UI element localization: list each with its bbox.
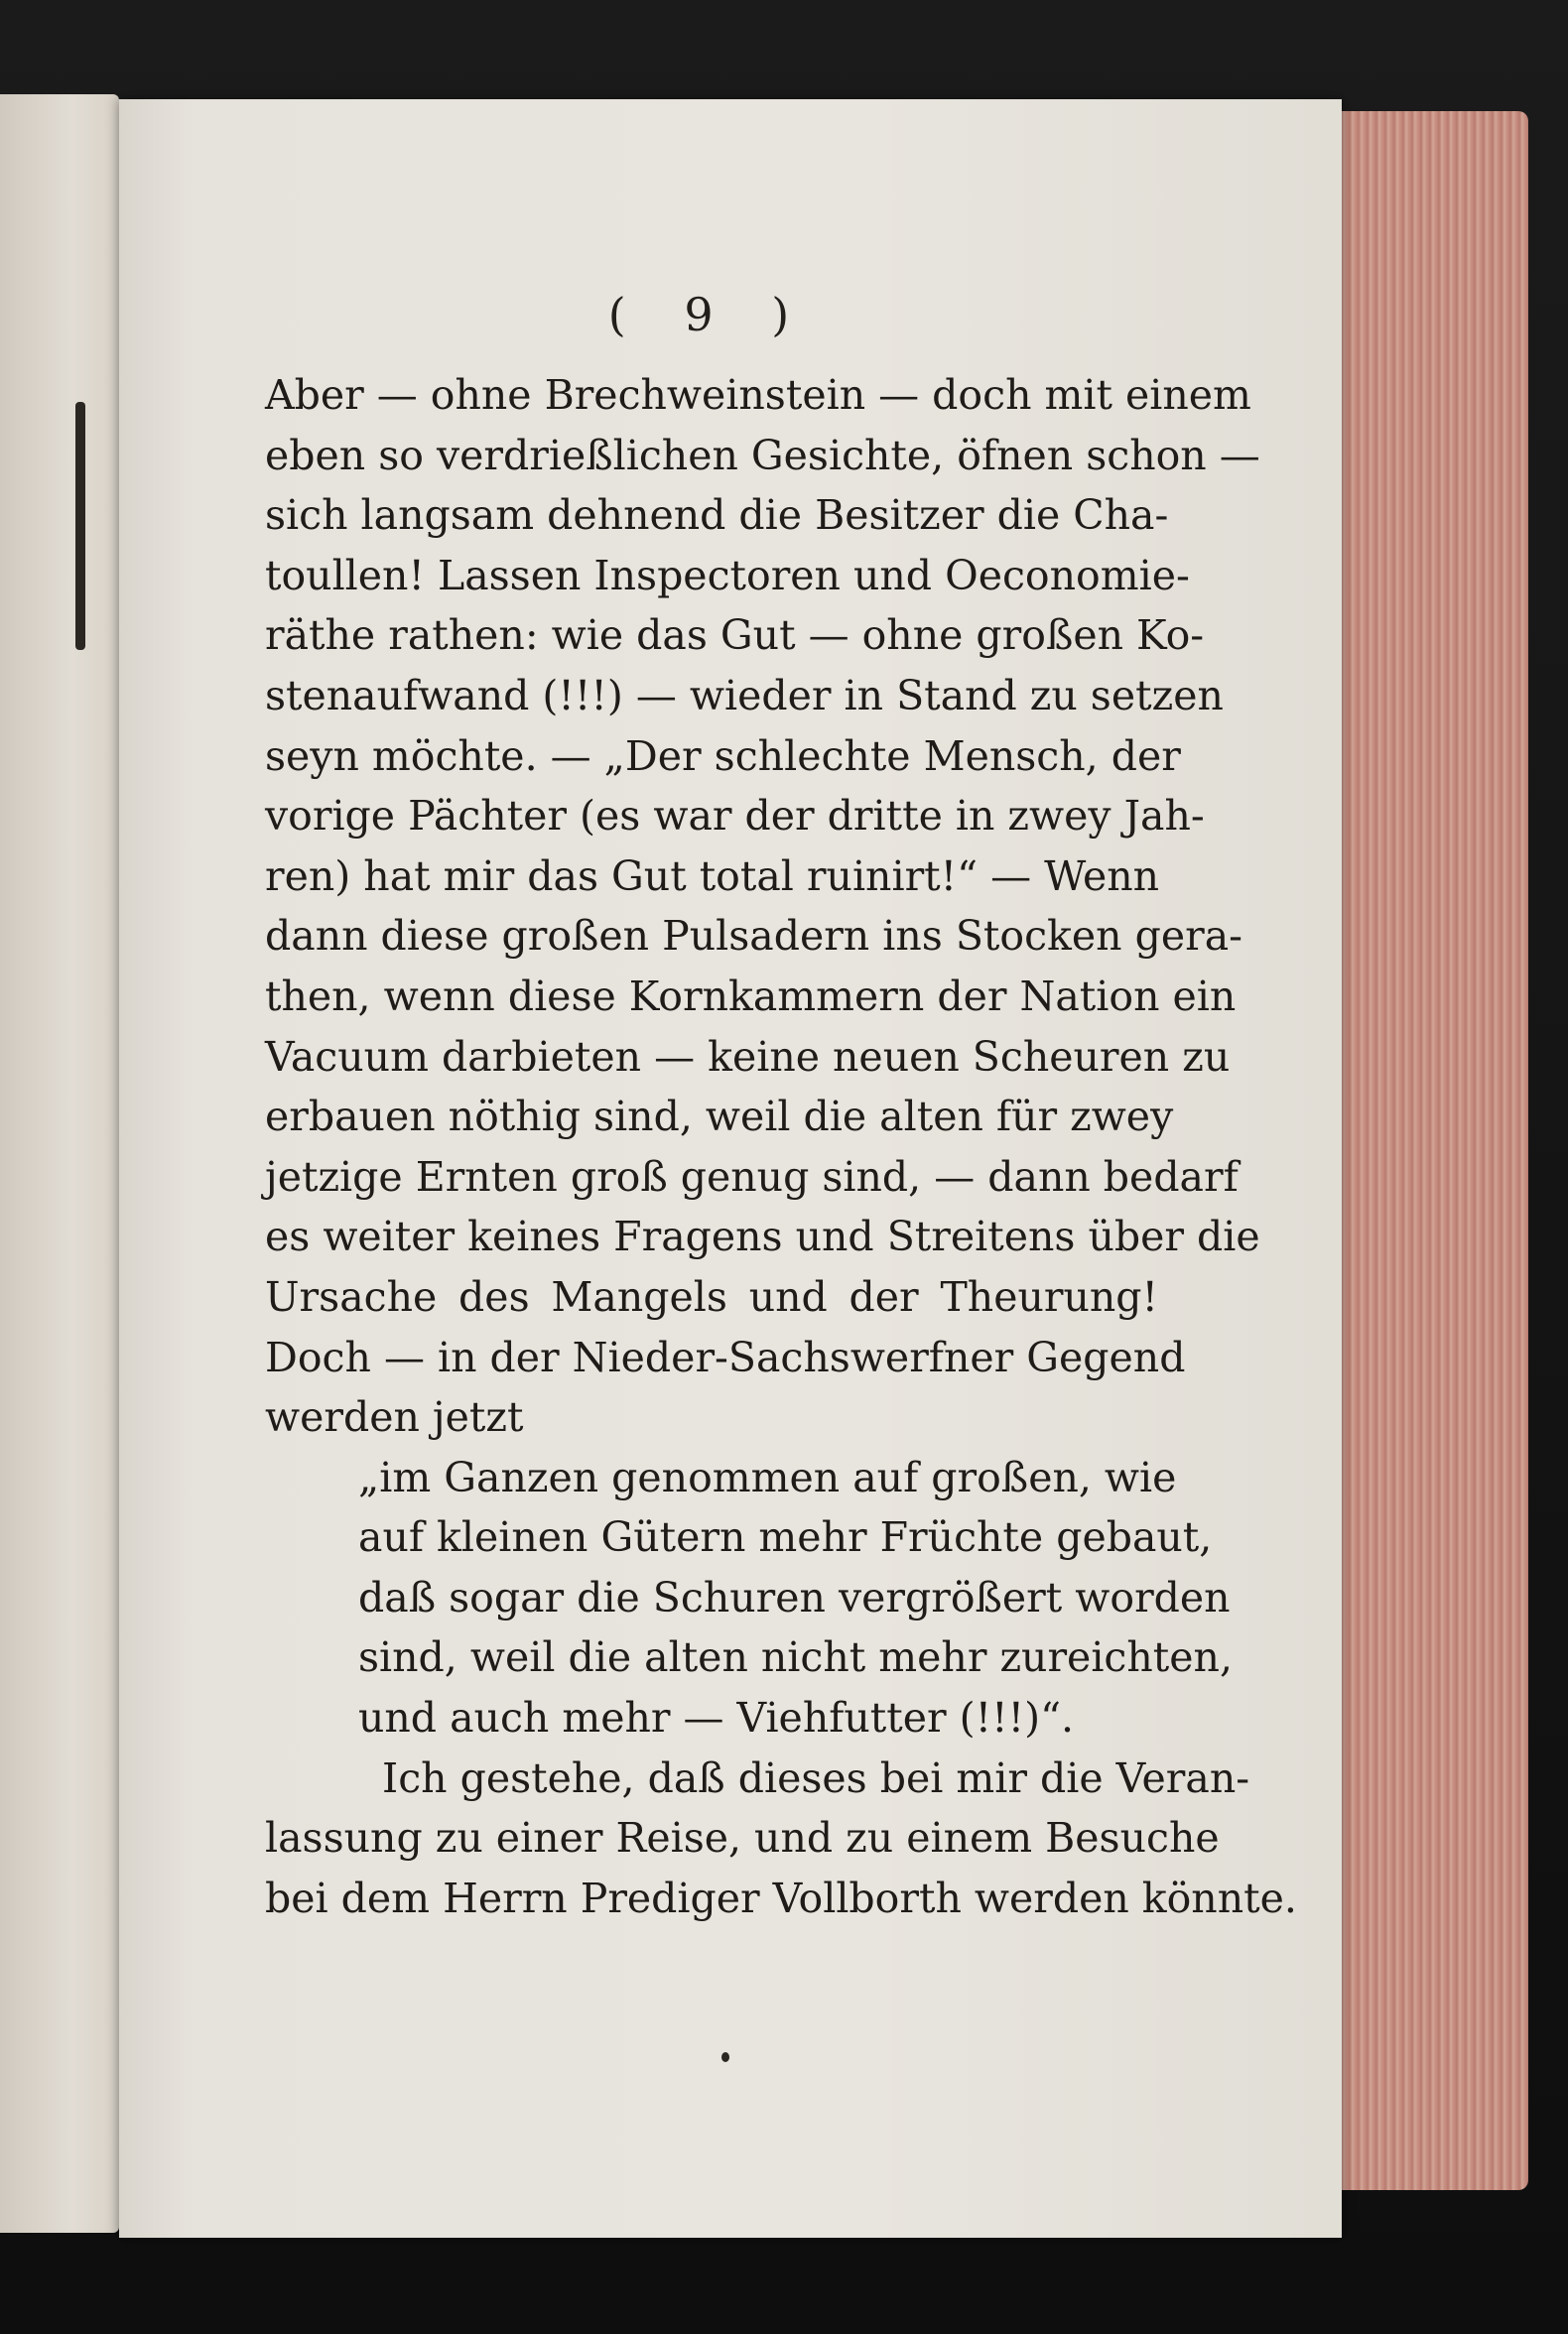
text-line: vorige Pächter (es war der dritte in zwey Jah- [265, 792, 1205, 841]
text-line: erbauen nöthig sind, weil die alten für zwey [265, 1093, 1174, 1141]
text-line: es weiter keines Fragens und Streitens über die [265, 1213, 1260, 1261]
body-text [265, 365, 1297, 1928]
text-line: räthe rathen: wie das Gut — ohne großen Ko- [265, 611, 1205, 660]
text-line: ren) hat mir das Gut total ruinirt!“ — Wenn [265, 851, 1160, 900]
closing-line: bei dem Herrn Prediger Vollborth werden könnte. [265, 1874, 1297, 1922]
closing-line: Ich gestehe, daß dieses bei mir die Veran- [382, 1753, 1250, 1802]
text-line: Doch — in der Nieder-Sachswerfner Gegend [265, 1333, 1186, 1381]
text-line: Ursache des Mangels und der Theurung! [265, 1272, 1158, 1321]
left-page-edge [0, 94, 119, 2233]
page-block-edges [1320, 111, 1528, 2190]
closing-line: lassung zu einer Reise, und zu einem Besuche [265, 1814, 1220, 1863]
text-line: Vacuum darbieten — keine neuen Scheuren zu [265, 1032, 1231, 1081]
quote-line: daß sogar die Schuren vergrößert worden [358, 1573, 1231, 1621]
text-line: seyn möchte. — „Der schlechte Mensch, der [265, 731, 1181, 780]
binding-thread [75, 402, 85, 650]
text-line: eben so verdrießlichen Gesichte, öfnen schon — [265, 431, 1260, 479]
text-line: jetzige Ernten groß genug sind, — dann bedarf [265, 1152, 1239, 1201]
text-line: Aber — ohne Brechweinstein — doch mit einem [265, 371, 1251, 419]
text-line: dann diese großen Pulsadern ins Stocken gera- [265, 912, 1243, 961]
page-number: ( 9 ) [607, 288, 812, 341]
quote-line: auf kleinen Gütern mehr Früchte gebaut, [358, 1513, 1213, 1562]
quote-line: „im Ganzen genommen auf großen, wie [358, 1453, 1177, 1501]
text-line: sich langsam dehnend die Besitzer die Cha- [265, 491, 1169, 540]
text-line: stenaufwand (!!!) — wieder in Stand zu setzen [265, 671, 1224, 719]
quote-line: sind, weil die alten nicht mehr zureichten, [358, 1633, 1233, 1682]
quote-line: und auch mehr — Viehfutter (!!!)“. [358, 1694, 1075, 1743]
text-line: werden jetzt [265, 1393, 524, 1442]
text-line: toullen! Lassen Inspectoren und Oeconomie- [265, 551, 1190, 599]
text-line: then, wenn diese Kornkammern der Nation ein [265, 972, 1237, 1020]
ink-dot [721, 2052, 729, 2062]
